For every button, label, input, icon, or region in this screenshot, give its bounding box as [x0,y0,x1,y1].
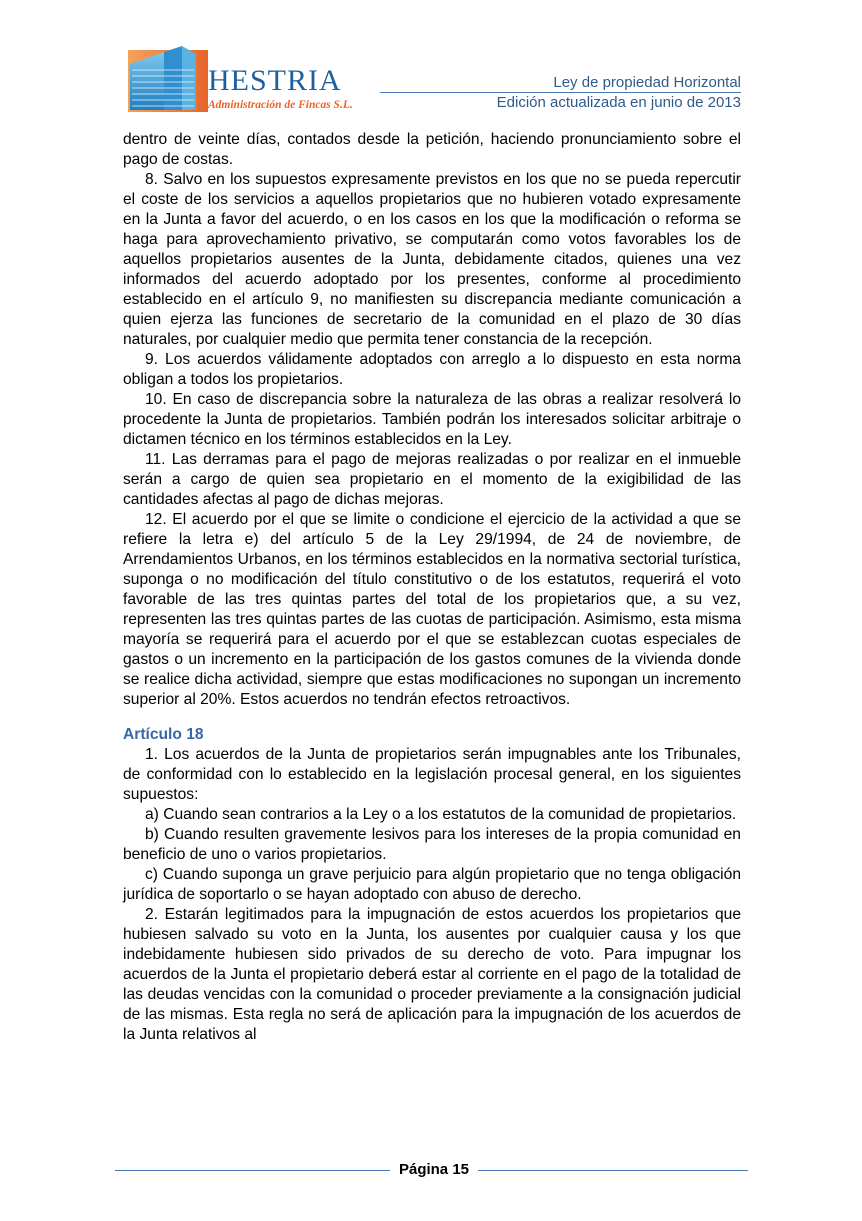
footer-divider-left [115,1170,390,1171]
document-title: Ley de propiedad Horizontal [553,74,741,91]
paragraph: 10. En caso de discrepancia sobre la naturaleza de las obras a realizar resolverá lo procedente la Junta de propietarios. También podrán los interesados solicitar arbitraje o dictamen técnico en los términos establecidos en la Ley. [123,391,741,448]
page-body [123,130,741,1045]
footer-divider-right [478,1170,748,1171]
paragraph: 8. Salvo en los supuestos expresamente previstos en los que no se pueda repercutir el coste de los servicios a aquellos propietarios que no hubieren votado expresamente en la Junta a favor del acuerdo, o en los casos en los que la modificación o reforma se haga para aprovechamiento privativo, se computarán como votos favorables los de aquellos propietarios ausentes de la Junta, debidamente citados, quienes una vez informados del acuerdo adoptado por los presentes, conforme al procedimiento establecido en el artículo 9, no manifiesten su discrepancia mediante comunicación a quien ejerza las funciones de secretario de la comunidad en el plazo de 30 días naturales, por cualquier medio que permita tener constancia de la recepción. [123,171,741,348]
paragraph: 1. Los acuerdos de la Junta de propietarios serán impugnables ante los Tribunales, de conformidad con lo establecido en la legislación procesal general, en los siguientes supuestos: [123,746,741,803]
paragraph: dentro de veinte días, contados desde la petición, haciendo pronunciamiento sobre el pago de costas. [123,131,741,168]
paragraph: a) Cuando sean contrarios a la Ley o a los estatutos de la comunidad de propietarios. [145,806,737,823]
svg-text:Administración de Fincas S.L.: Administración de Fincas S.L. [208,99,353,111]
svg-text:HESTRIA: HESTRIA [208,64,342,97]
document-edition: Edición actualizada en junio de 2013 [496,94,741,111]
paragraph: 9. Los acuerdos válidamente adoptados con arreglo a lo dispuesto en esta norma obligan a todos los propietarios. [123,351,741,388]
page-number: Página 15 [398,1161,470,1178]
building-logo-icon [124,44,374,114]
company-logo [124,44,374,114]
paragraph: c) Cuando suponga un grave perjuicio para algún propietario que no tenga obligación jurídica de soportarlo o se hayan adoptado con abuso de derecho. [123,866,741,903]
paragraph: b) Cuando resulten gravemente lesivos para los intereses de la propia comunidad en beneficio de uno o varios propietarios. [123,826,741,863]
paragraph: 2. Estarán legitimados para la impugnación de estos acuerdos los propietarios que hubiesen salvado su voto en la Junta, los ausentes por cualquier causa y los que indebidamente hubiesen sido privados de su derecho de voto. Para impugnar los acuerdos de la Junta el propietario deberá estar al corriente en el pago de la totalidad de las deudas vencidas con la comunidad o proceder previamente a la consignación judicial de las mismas. Esta regla no será de aplicación para la impugnación de los acuerdos de la Junta relativos al [123,906,741,1043]
article-heading: Artículo 18 [123,726,204,743]
paragraph: 11. Las derramas para el pago de mejoras realizadas o por realizar en el inmueble serán a cargo de quien sea propietario en el momento de la exigibilidad de las cantidades afectas al pago de dichas mejoras. [123,451,741,508]
paragraph: 12. El acuerdo por el que se limite o condicione el ejercicio de la actividad a que se refiere la letra e) del artículo 5 de la Ley 29/1994, de 24 de noviembre, de Arrendamientos Urbanos, en los términos establecidos en la normativa sectorial turística, suponga o no modificación del título constitutivo o de los estatutos, requerirá el voto favorable de las tres quintas partes del total de los propietarios que, a su vez, representen las tres quintas partes de las cuotas de participación. Asimismo, esta misma mayoría se requerirá para el acuerdo por el que se establezcan cuotas especiales de gastos o un incremento en la participación de los gastos comunes de la vivienda donde se realice dicha actividad, siempre que estas modificaciones no supongan un incremento superior al 20%. Estos acuerdos no tendrán efectos retroactivos. [123,511,741,708]
header-divider [380,92,741,93]
